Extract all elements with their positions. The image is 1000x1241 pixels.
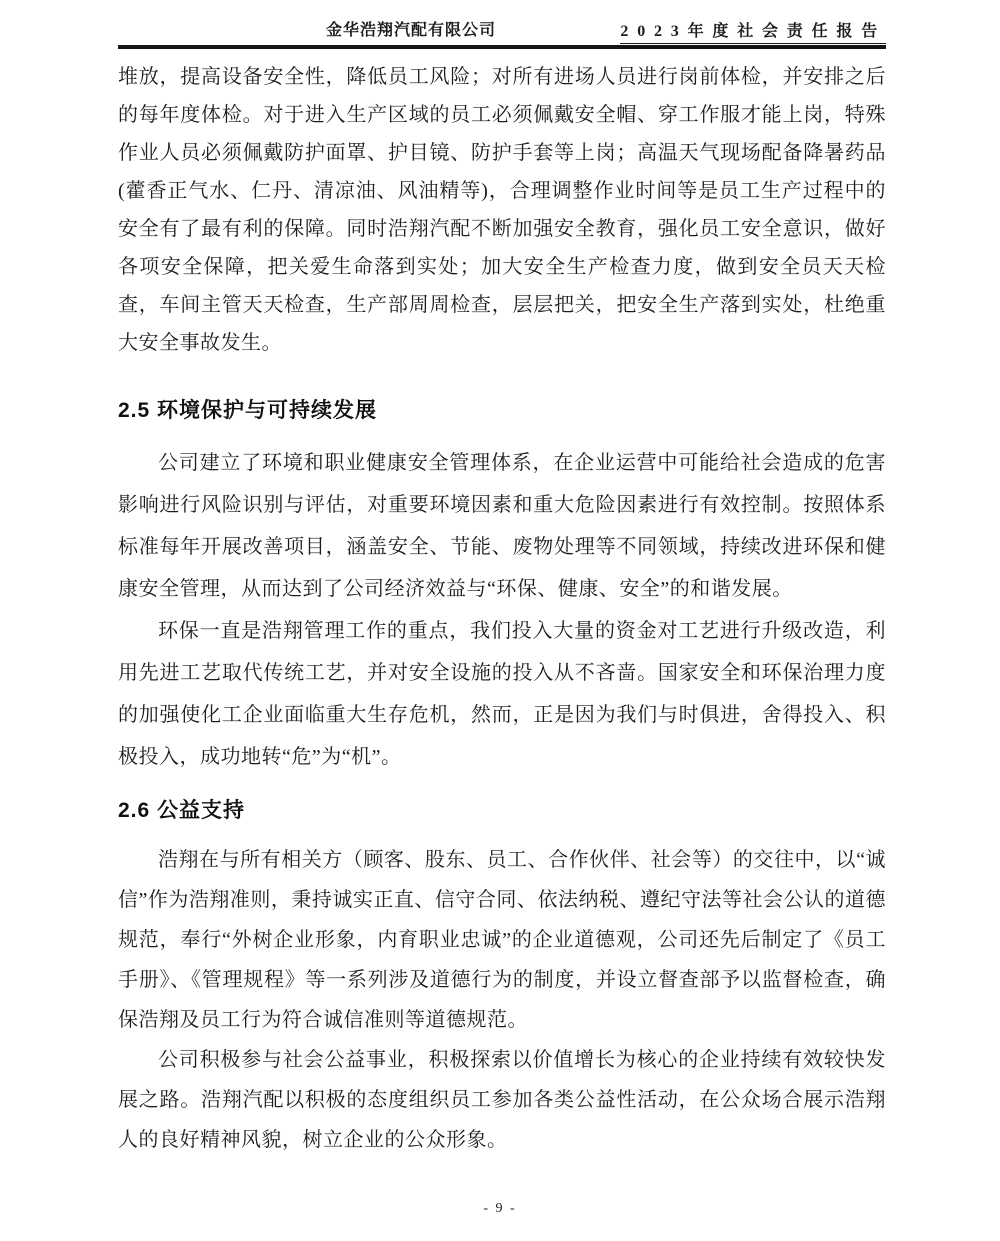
section-2-5-paragraph-1: 公司建立了环境和职业健康安全管理体系，在企业运营中可能给社会造成的危害影响进行风险识别与评估，对重要环境因素和重大危险因素进行有效控制。按照体系标准每年开展改善项目，涵盖安全、节能、废物处理等不同领域，持续改进环保和健康安全管理，从而达到了公司经济效益与“环保、健康、安全”的和谐发展。	[118, 452, 886, 600]
section-2-6-paragraph-2: 公司积极参与社会公益事业，积极探索以价值增长为核心的企业持续有效较快发展之路。浩翔汽配以积极的态度组织员工参加各类公益性活动，在公众场合展示浩翔人的良好精神风貌，树立企业的公众形象。	[118, 1049, 886, 1151]
section-2-6-heading: 2.6 公益支持	[118, 799, 246, 822]
header-double-rule	[118, 45, 886, 49]
paragraph-safety-continuation: 堆放，提高设备安全性，降低员工风险；对所有进场人员进行岗前体检，并安排之后的每年度体检。对于进入生产区域的员工必须佩戴安全帽、穿工作服才能上岗，特殊作业人员必须佩戴防护面罩、护目镜、防护手套等上岗；高温天气现场配备降暑药品(藿香正气水、仁丹、清凉油、风油精等)，合理调整作业时间等是员工生产过程中的安全有了最有利的保障。同时浩翔汽配不断加强安全教育，强化员工安全意识，做好各项安全保障，把关爱生命落到实处；加大安全生产检查力度，做到安全员天天检查，车间主管天天检查，生产部周周检查，层层把关，把安全生产落到实处，杜绝重大安全事故发生。	[118, 66, 886, 354]
page-content-area	[118, 0, 886, 1160]
page-number: - 9 -	[483, 1201, 517, 1216]
section-2-6	[118, 794, 886, 1160]
section-2-5	[118, 394, 886, 778]
section-2-5-paragraph-2: 环保一直是浩翔管理工作的重点，我们投入大量的资金对工艺进行升级改造，利用先进工艺取代传统工艺，并对安全设施的投入从不吝啬。国家安全和环保治理力度的加强使化工企业面临重大生存危机，然而，正是因为我们与时俱进，舍得投入、积极投入，成功地转“危”为“机”。	[118, 620, 886, 768]
section-2-6-paragraph-1: 浩翔在与所有相关方（顾客、股东、员工、合作伙伴、社会等）的交往中，以“诚信”作为浩翔准则，秉持诚实正直、信守合同、依法纳税、遵纪守法等社会公认的道德规范，奉行“外树企业形象，内育职业忠诚”的企业道德观，公司还先后制定了《员工手册》、《管理规程》等一系列涉及道德行为的制度，并设立督查部予以监督检查，确保浩翔及员工行为符合诚信准则等道德规范。	[118, 849, 886, 1031]
page-header	[118, 0, 886, 44]
header-report-title: 2023年度社会责任报告	[620, 18, 886, 44]
header-company-name: 金华浩翔汽配有限公司	[326, 22, 497, 39]
document-body	[118, 58, 886, 1160]
section-2-5-heading: 2.5 环境保护与可持续发展	[118, 399, 378, 422]
